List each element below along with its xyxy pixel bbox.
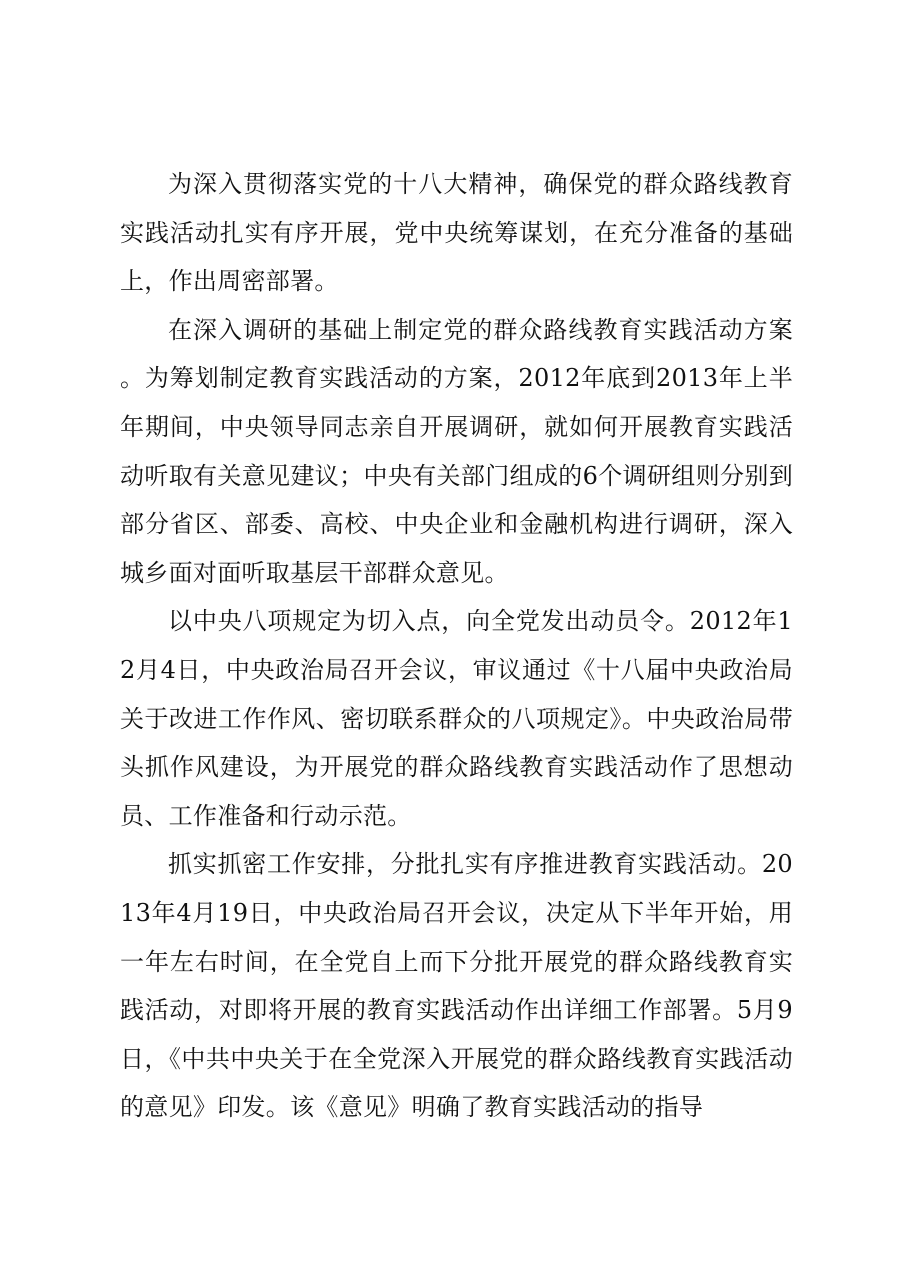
document-body — [120, 160, 793, 1132]
paragraph-3: 以中央八项规定为切入点，向全党发出动员令。2012年12月4日，中央政治局召开会议，审议通过《十八届中央政治局关于改进工作作风、密切联系群众的八项规定》。中央政治局带头抓作风建设，为开展党的群众路线教育实践活动作了思想动员、工作准备和行动示范。 — [120, 607, 793, 830]
paragraph-2: 在深入调研的基础上制定党的群众路线教育实践活动方案。为筹划制定教育实践活动的方案，2012年底到2013年上半年期间，中央领导同志亲自开展调研，就如何开展教育实践活动听取有关意见建议；中央有关部门组成的6个调研组则分别到部分省区、部委、高校、中央企业和金融机构进行调研，深入城乡面对面听取基层干部群众意见。 — [120, 315, 793, 587]
paragraph-1: 为深入贯彻落实党的十八大精神，确保党的群众路线教育实践活动扎实有序开展，党中央统筹谋划，在充分准备的基础上，作出周密部署。 — [120, 170, 793, 296]
paragraph-4: 抓实抓密工作安排，分批扎实有序推进教育实践活动。2013年4月19日，中央政治局召开会议，决定从下半年开始，用一年左右时间，在全党自上而下分批开展党的群众路线教育实践活动，对即将开展的教育实践活动作出详细工作部署。5月9日，《中共中央关于在全党深入开展党的群众路线教育实践活动的意见》印发。该《意见》明确了教育实践活动的指导 — [120, 850, 793, 1122]
